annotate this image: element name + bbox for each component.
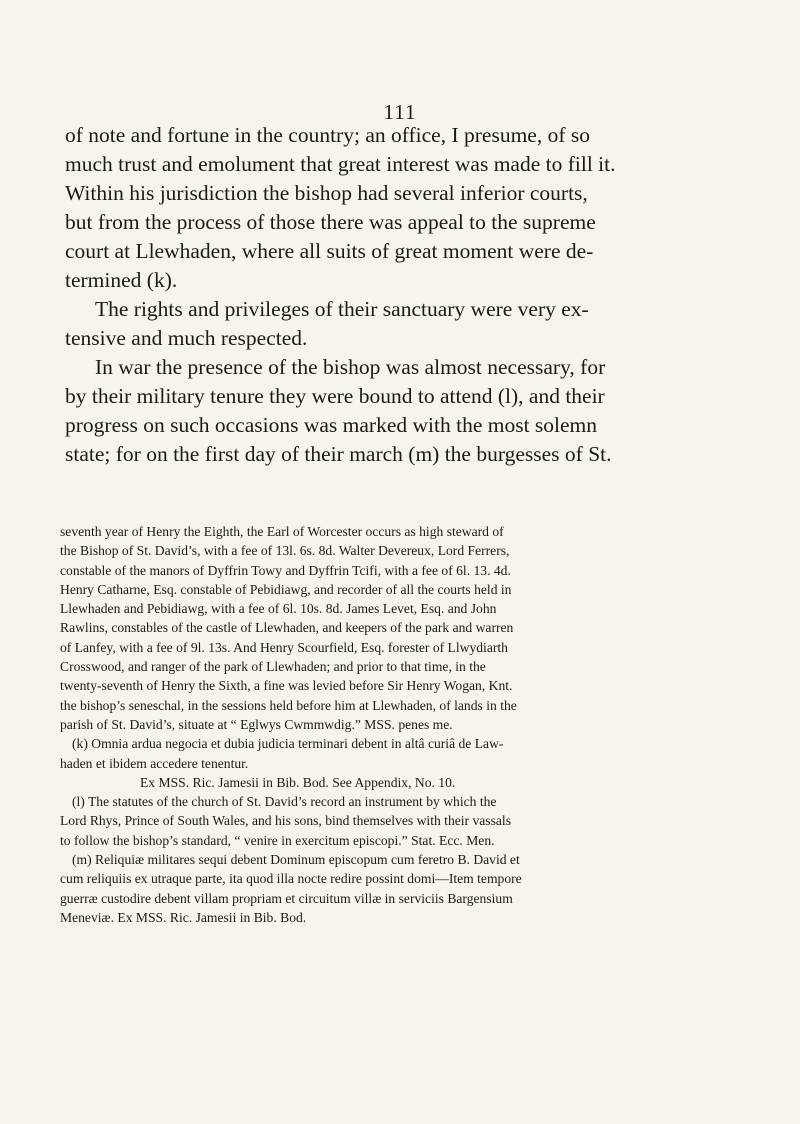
footnote-line: Rawlins, constables of the castle of Llewhaden, and keepers of the park and warren	[60, 620, 514, 636]
footnote-line: Llewhaden and Pebidiawg, with a fee of 6l. 10s. 8d. James Levet, Esq. and John	[60, 601, 497, 617]
main-line: state; for on the first day of their march (m) the burgesses of St.	[65, 442, 612, 466]
footnote-line: Meneviæ. Ex MSS. Ric. Jamesii in Bib. Bod.	[60, 909, 307, 925]
main-line: court at Llewhaden, where all suits of great moment were de-	[65, 239, 594, 263]
footnote-line: twenty-seventh of Henry the Sixth, a fine was levied before Sir Henry Wogan, Knt.	[60, 678, 513, 694]
main-line: much trust and emolument that great interest was made to fill it.	[65, 152, 616, 176]
main-line: termined (k).	[65, 268, 178, 292]
footnote-line: Lord Rhys, Prince of South Wales, and his sons, bind themselves with their vassals	[60, 813, 511, 829]
footnote-line: to follow the bishop’s standard, “ venire in exercitum episcopi.” Stat. Ecc. Men.	[60, 832, 495, 848]
footnote-line: the Bishop of St. David’s, with a fee of 13l. 6s. 8d. Walter Devereux, Lord Ferrers,	[60, 543, 510, 559]
main-line: In war the presence of the bishop was almost necessary, for	[95, 355, 606, 379]
footnote-line: Henry Catharne, Esq. constable of Pebidiawg, and recorder of all the courts held in	[60, 581, 512, 597]
footnote-line: Crosswood, and ranger of the park of Llewhaden; and prior to that time, in the	[60, 659, 486, 675]
main-line: tensive and much respected.	[65, 326, 308, 350]
main-line: progress on such occasions was marked with the most solemn	[65, 413, 598, 437]
footnote-line: parish of St. David’s, situate at “ Eglwys Cwmmwdig.” MSS. penes me.	[60, 716, 453, 732]
footnote-line: of Lanfey, with a fee of 9l. 13s. And Henry Scourfield, Esq. forester of Llwydiarth	[60, 639, 508, 655]
main-line: of note and fortune in the country; an office, I presume, of so	[65, 123, 590, 147]
footnote-line: (l) The statutes of the church of St. David’s record an instrument by which the	[72, 794, 497, 810]
main-line: by their military tenure they were bound to attend (l), and their	[65, 384, 605, 408]
footnote-line: haden et ibidem accedere tenentur.	[60, 755, 249, 771]
footnote-line: (m) Reliquiæ militares sequi debent Dominum episcopum cum feretro B. David et	[72, 852, 520, 868]
main-text	[65, 121, 725, 469]
footnote-line: cum reliquiis ex utraque parte, ita quod illa nocte redire possint domi—Item tempore	[60, 871, 522, 887]
footnote-line: (k) Omnia ardua negocia et dubia judicia terminari debent in altâ curiâ de Law-	[72, 736, 504, 752]
footnote-line: seventh year of Henry the Eighth, the Earl of Worcester occurs as high steward of	[60, 524, 504, 539]
footnote-line: Ex MSS. Ric. Jamesii in Bib. Bod. See Appendix, No. 10.	[140, 774, 456, 790]
footnotes	[60, 522, 730, 927]
footnote-line: guerræ custodire debent villam propriam et circuitum villæ in serviciis Bargensium	[60, 890, 513, 906]
footnote-line: constable of the manors of Dyffrin Towy and Dyffrin Tcifi, with a fee of 6l. 13. 4d.	[60, 562, 511, 578]
main-line: Within his jurisdiction the bishop had several inferior courts,	[65, 181, 588, 205]
main-line: but from the process of those there was appeal to the supreme	[65, 210, 596, 234]
main-line: The rights and privileges of their sanctuary were very ex-	[95, 297, 589, 321]
page-number: 111	[383, 100, 417, 124]
footnote-line: the bishop’s seneschal, in the sessions held before him at Llewhaden, of lands in the	[60, 697, 517, 713]
